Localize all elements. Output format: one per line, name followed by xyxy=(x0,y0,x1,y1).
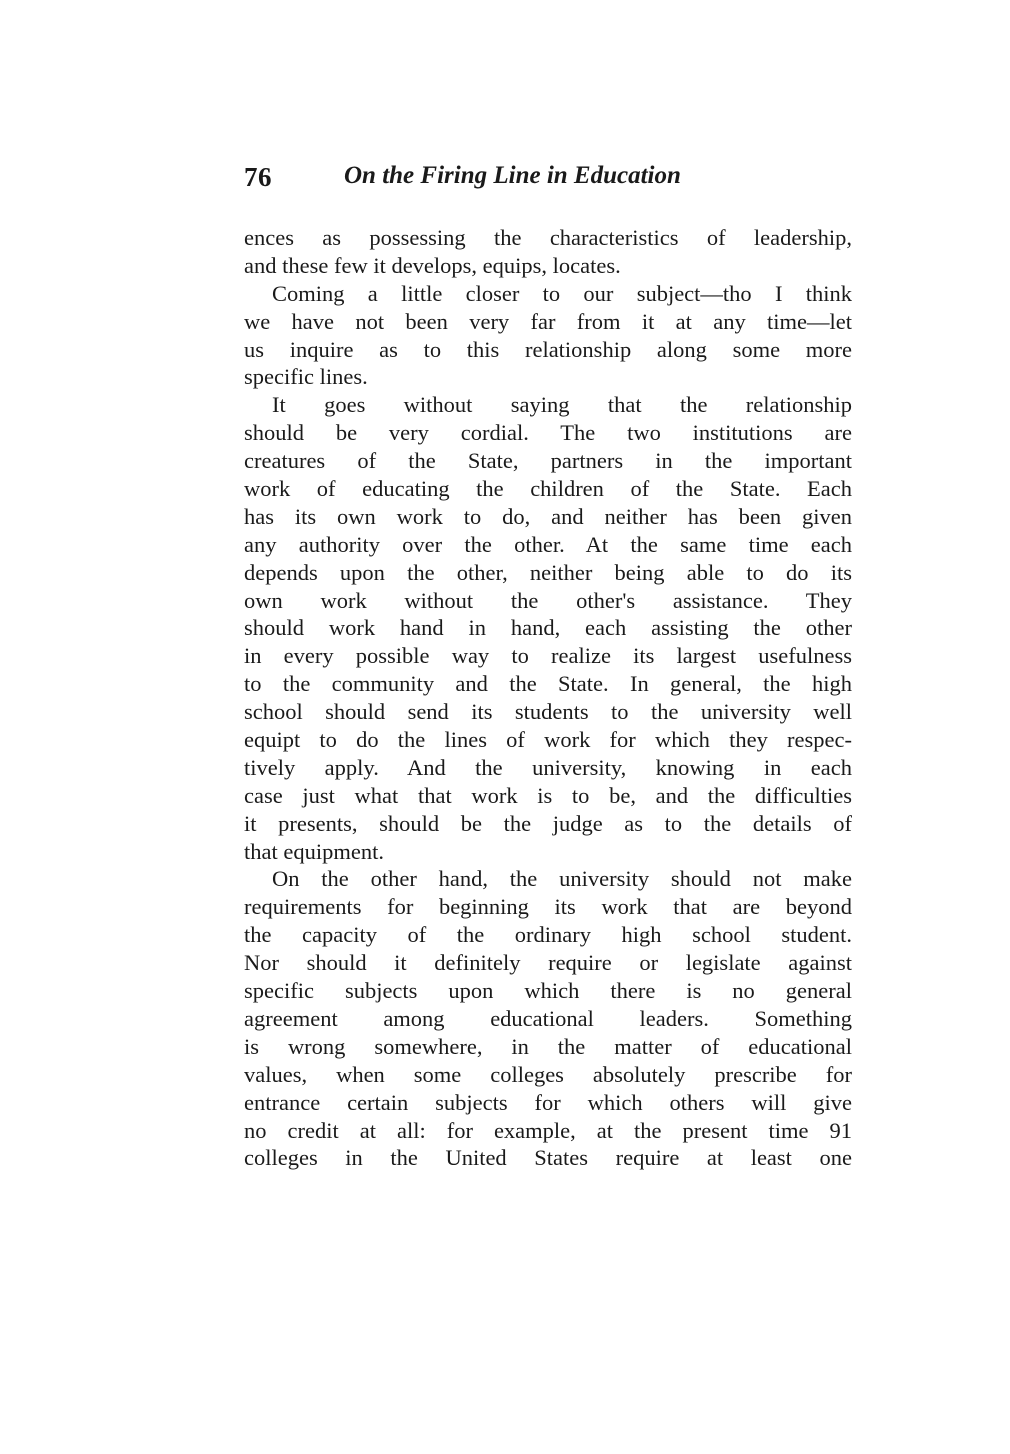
text-line: any authority over the other. At the same time each xyxy=(244,531,852,557)
text-line: It goes without saying that the relationship xyxy=(272,392,852,418)
text-line: that equipment. xyxy=(244,838,384,864)
text-line: no credit at all: for example, at the present time 91 xyxy=(244,1117,852,1143)
text-line: depends upon the other, neither being able to do its xyxy=(244,559,852,585)
body-text xyxy=(244,224,852,1172)
text-line: case just what that work is to be, and the difficulties xyxy=(244,782,852,808)
text-line: ences as possessing the characteristics of leadership, xyxy=(244,225,852,250)
text-line: to the community and the State. In general, the high xyxy=(244,671,852,697)
text-line: we have not been very far from it at any time—let xyxy=(244,308,852,334)
text-line: agreement among educational leaders. Something xyxy=(244,1005,852,1031)
text-line: creatures of the State, partners in the important xyxy=(244,448,852,474)
text-line: should be very cordial. The two institutions are xyxy=(244,420,852,446)
text-line: work of educating the children of the State. Each xyxy=(244,476,852,502)
text-line: in every possible way to realize its largest usefulness xyxy=(244,643,852,669)
text-line: entrance certain subjects for which others will give xyxy=(244,1089,852,1115)
text-line: On the other hand, the university should not make xyxy=(272,866,852,892)
text-line: specific subjects upon which there is no general xyxy=(244,978,852,1004)
text-line: and these few it develops, equips, locates. xyxy=(244,252,621,278)
text-line: has its own work to do, and neither has been given xyxy=(244,503,852,529)
text-line: the capacity of the ordinary high school student. xyxy=(244,922,852,948)
text-line: is wrong somewhere, in the matter of educational xyxy=(244,1033,852,1059)
text-line: own work without the other's assistance. They xyxy=(244,587,852,613)
text-line: it presents, should be the judge as to the details of xyxy=(244,810,852,836)
page-number: 76 xyxy=(244,162,272,192)
text-line: values, when some colleges absolutely prescribe for xyxy=(244,1061,852,1087)
text-line: should work hand in hand, each assisting the other xyxy=(244,615,852,641)
running-title: On the Firing Line in Education xyxy=(344,162,681,189)
text-line: equipt to do the lines of work for which they respec- xyxy=(244,727,852,753)
text-line: Nor should it definitely require or legislate against xyxy=(244,950,852,976)
text-line: specific lines. xyxy=(244,364,368,390)
text-line: colleges in the United States require at least one xyxy=(244,1145,852,1171)
text-line: us inquire as to this relationship along some more xyxy=(244,336,852,362)
text-line: requirements for beginning its work that are beyond xyxy=(244,894,852,920)
text-line: school should send its students to the university well xyxy=(244,699,852,725)
running-head xyxy=(244,162,764,198)
text-line: Coming a little closer to our subject—tho I think xyxy=(272,280,852,306)
text-line: tively apply. And the university, knowing in each xyxy=(244,754,852,780)
